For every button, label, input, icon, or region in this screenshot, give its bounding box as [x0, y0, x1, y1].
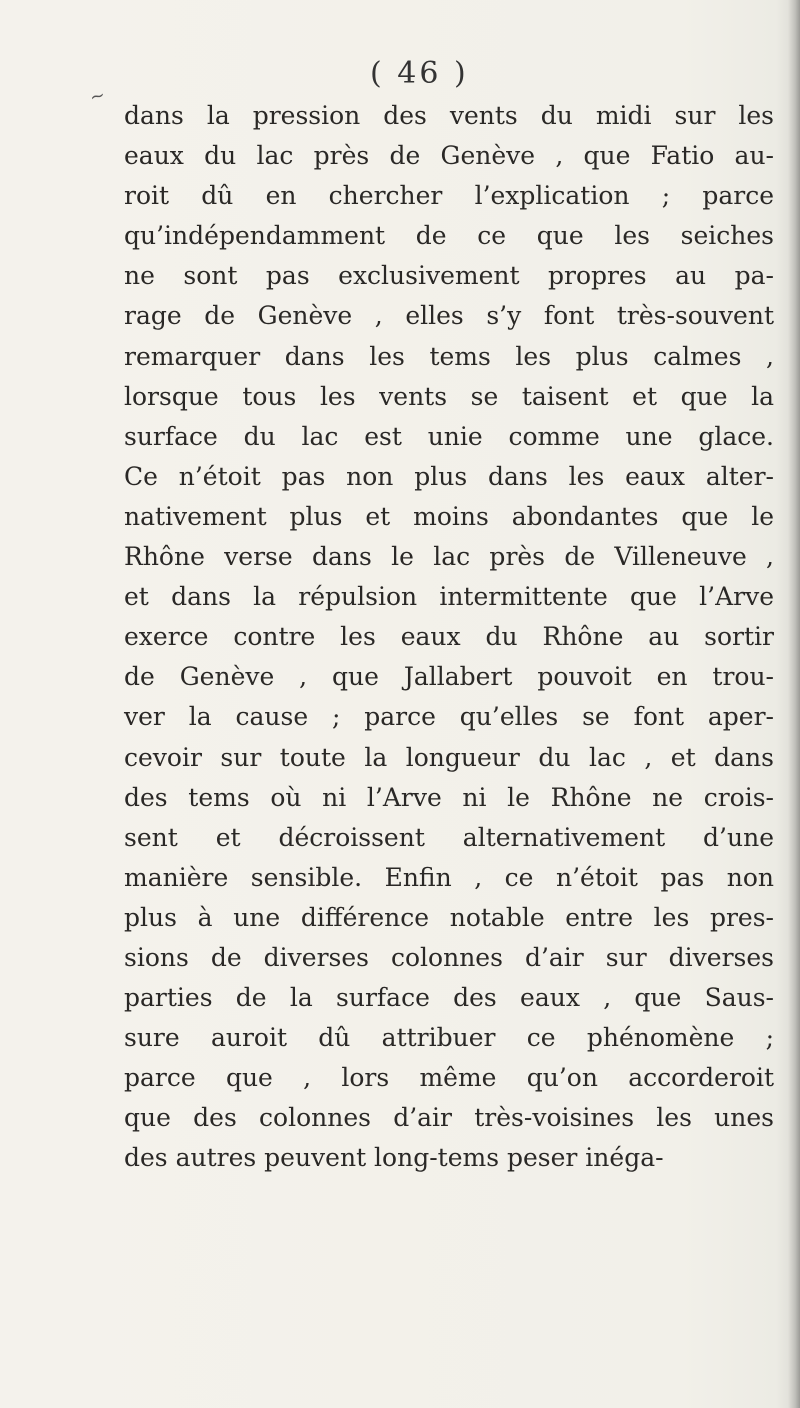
text-line: parce que , lors même qu’on accorderoit [124, 1063, 774, 1093]
text-line: surface du lac est unie comme une glace. [124, 421, 774, 451]
text-line: parties de la surface des eaux , que Saus- [124, 983, 774, 1013]
text-line: plus à une différence notable entre les pres- [124, 902, 774, 932]
text-line: et dans la répulsion intermittente que l’Arve [124, 582, 774, 612]
text-line: manière sensible. Enfin , ce n’étoit pas non [124, 862, 774, 892]
text-line: Ce n’étoit pas non plus dans les eaux alter- [124, 461, 774, 491]
text-line: eaux du lac près de Genève , que Fatio au- [124, 141, 774, 171]
text-line: sent et décroissent alternativement d’une [124, 822, 774, 852]
text-line: des autres peuvent long-tems peser inéga- [124, 1143, 664, 1173]
page-edge-shadow [788, 0, 800, 1408]
text-line: qu’indépendamment de ce que les seiches [124, 221, 774, 251]
text-line: rage de Genève , elles s’y font très-souvent [124, 301, 774, 331]
text-line: des tems où ni l’Arve ni le Rhône ne crois- [124, 782, 774, 812]
body-text [124, 96, 774, 1179]
text-line: que des colonnes d’air très-voisines les unes [124, 1103, 774, 1133]
text-line: cevoir sur toute la longueur du lac , et dans [124, 742, 774, 772]
text-line: ver la cause ; parce qu’elles se font aper- [124, 702, 774, 732]
text-line: sure auroit dû attribuer ce phénomène ; [124, 1023, 774, 1053]
text-line: roit dû en chercher l’explication ; parce [124, 181, 774, 211]
text-line: sions de diverses colonnes d’air sur diverses [124, 942, 774, 972]
text-line: dans la pression des vents du midi sur les [124, 101, 774, 130]
text-line: ne sont pas exclusivement propres au pa- [124, 261, 774, 291]
text-line: lorsque tous les vents se taisent et que la [124, 381, 774, 411]
page-number: ( 46 ) [370, 56, 469, 91]
text-line: exerce contre les eaux du Rhône au sortir [124, 622, 774, 652]
text-line: remarquer dans les tems les plus calmes , [124, 341, 774, 371]
text-line: nativement plus et moins abondantes que le [124, 501, 774, 531]
text-line: de Genève , que Jallabert pouvoit en trou- [124, 662, 774, 692]
text-line: Rhône verse dans le lac près de Villeneuve , [124, 542, 774, 572]
margin-mark: ~ [87, 84, 108, 109]
